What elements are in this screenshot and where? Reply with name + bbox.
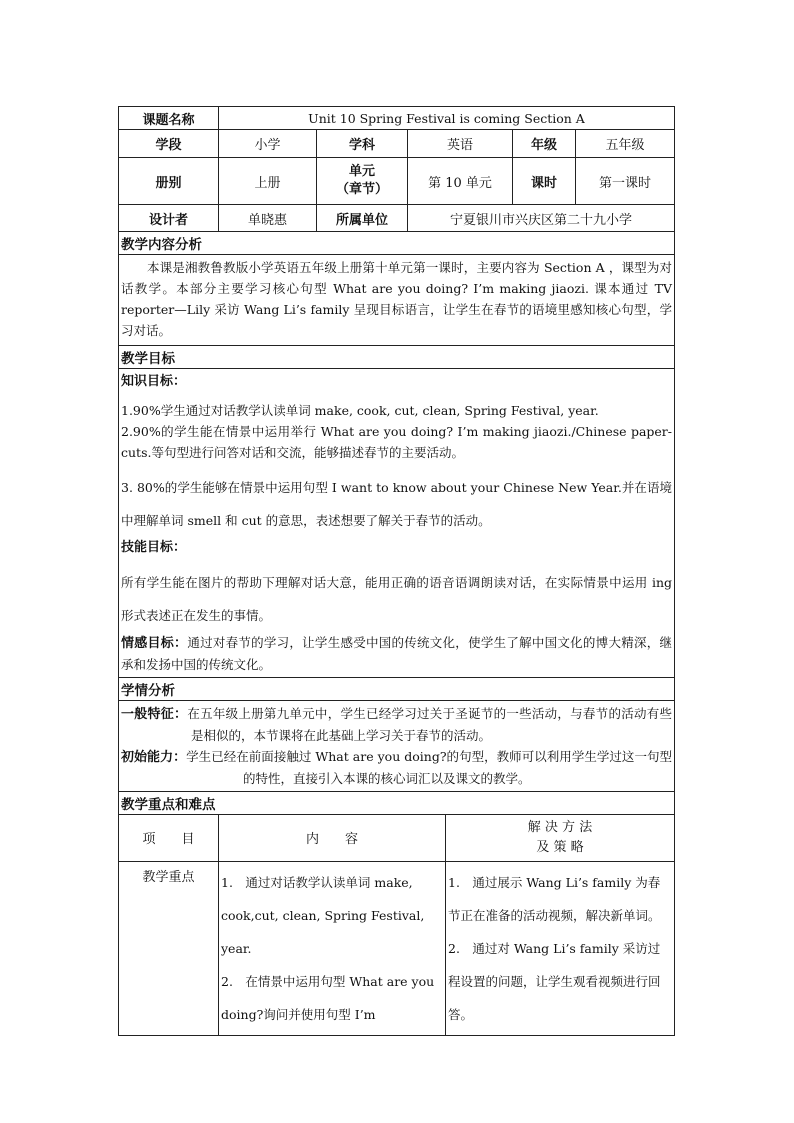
general-title: 一般特征： (121, 707, 188, 722)
objectives-body-row (119, 369, 675, 678)
content-item-2: 2. 在情景中运用句型 What are you doing?询问并使用句型 I’m (221, 973, 435, 1022)
subject-value: 英语 (408, 130, 513, 158)
col-content-header: 内 容 (219, 815, 446, 861)
knowledge-item-3: 3. 80%的学生能够在情景中运用句型 I want to know about your Chinese New Year.并在语境中理解单词 smell 和 cut 的意思，表述想要了解关于春节的活动。 (121, 480, 673, 528)
school-value: 宁夏银川市兴庆区第二十九小学 (408, 205, 675, 232)
designer-row (119, 205, 675, 232)
period-value: 第一课时 (576, 158, 675, 205)
course-value: Unit 10 Spring Festival is coming Section A (219, 107, 675, 130)
course-row (119, 107, 675, 130)
stage-value: 小学 (219, 130, 317, 158)
initial-title: 初始能力： (121, 750, 187, 765)
general-paragraph (121, 703, 672, 746)
objectives-title-row (119, 346, 675, 369)
general-text: 在五年级上册第九单元中，学生已经学习过关于圣诞节的一些活动，与春节的活动有些是相似的，本节课将在此基础上学习关于春节的活动。 (187, 706, 672, 743)
period-label: 课时 (513, 158, 576, 205)
school-label: 所属单位 (317, 205, 408, 232)
emotion-text: 通过对春节的学习，让学生感受中国的传统文化，使学生了解中国文化的博大精深，继承和发扬中国的传统文化。 (121, 635, 672, 672)
key-point-row (119, 861, 675, 1035)
unit-label (317, 158, 408, 205)
col-method-header-line2: 及 策 略 (536, 839, 584, 855)
key-point-method (446, 861, 675, 1035)
designer-value: 单晓惠 (219, 205, 317, 232)
lesson-plan-page (118, 106, 674, 1036)
unit-label-line1: 单元 (348, 164, 375, 179)
skill-title: 技能目标： (121, 540, 187, 555)
col-method-header (446, 815, 675, 861)
emotion-title: 情感目标： (121, 636, 188, 651)
content-analysis-body-row (119, 255, 675, 346)
learner-analysis-body (119, 701, 675, 792)
grade-label: 年级 (513, 130, 576, 158)
stage-label: 学段 (119, 130, 219, 158)
key-points-header-row (119, 815, 675, 861)
unit-value: 第 10 单元 (408, 158, 513, 205)
initial-text: 学生已经在前面接触过 What are you doing?的句型，教师可以利用学生学过这一句型的特性，直接引入本课的核心词汇以及课文的教学。 (186, 749, 673, 786)
objectives-body (119, 369, 675, 678)
content-item-1: 1. 通过对话教学认读单词 make, cook,cut, clean, Spring Festival, year. (221, 874, 425, 956)
learner-analysis-title-row (119, 678, 675, 701)
method-item-2: 2. 通过对 Wang Li’s family 采访过程设置的问题，让学生观看视频进行回答。 (448, 940, 661, 1022)
key-points-table (118, 815, 675, 1036)
volume-row (119, 158, 675, 205)
content-analysis-title: 教学内容分析 (119, 232, 675, 255)
subject-label: 学科 (317, 130, 408, 158)
volume-value: 上册 (219, 158, 317, 205)
knowledge-item-2: 2.90%的学生能在情景中运用举行 What are you doing? I’m making jiaozi./Chinese paper-cuts.等句型进行问答对话和交流，能够描述春节的主要活动。 (121, 424, 673, 460)
initial-paragraph (121, 746, 672, 789)
key-points-title-row (119, 792, 675, 815)
emotion-paragraph (121, 632, 672, 675)
content-analysis-text: 本课是湘教鲁教版小学英语五年级上册第十单元第一课时，主要内容为 Section A ，课型为对话教学。本部分主要学习核心句型 What are you doing? I’m making jiaozi. 课本通过 TV reporter—Lily 采访 Wang Li’s family 呈现目标语言，让学生在春节的语境里感知核心句型，学习对话。 (119, 255, 675, 346)
skill-text: 所有学生能在图片的帮助下理解对话大意，能用正确的语音语调朗读对话，在实际情景中运用 ing 形式表述正在发生的事情。 (121, 575, 673, 623)
volume-label: 册别 (119, 158, 219, 205)
key-point-label: 教学重点 (119, 861, 219, 1035)
knowledge-item-1: 1.90%学生通过对话教学认读单词 make, cook, cut, clean, Spring Festival, year. (121, 403, 599, 418)
course-label: 课题名称 (119, 107, 219, 130)
learner-analysis-title: 学情分析 (119, 678, 675, 701)
lesson-plan-table (118, 106, 675, 815)
key-points-title: 教学重点和难点 (119, 792, 675, 815)
stage-row (119, 130, 675, 158)
designer-label: 设计者 (119, 205, 219, 232)
key-point-content (219, 861, 446, 1035)
objectives-title: 教学目标 (119, 346, 675, 369)
learner-analysis-body-row (119, 701, 675, 792)
unit-label-line2: （章节） (335, 182, 388, 197)
col-item-header: 项 目 (119, 815, 219, 861)
col-method-header-line1: 解 决 方 法 (527, 819, 593, 835)
grade-value: 五年级 (576, 130, 675, 158)
method-item-1: 1. 通过展示 Wang Li’s family 为春节正在准备的活动视频，解决新单词。 (448, 874, 661, 923)
content-analysis-title-row (119, 232, 675, 255)
knowledge-title: 知识目标： (121, 374, 187, 389)
